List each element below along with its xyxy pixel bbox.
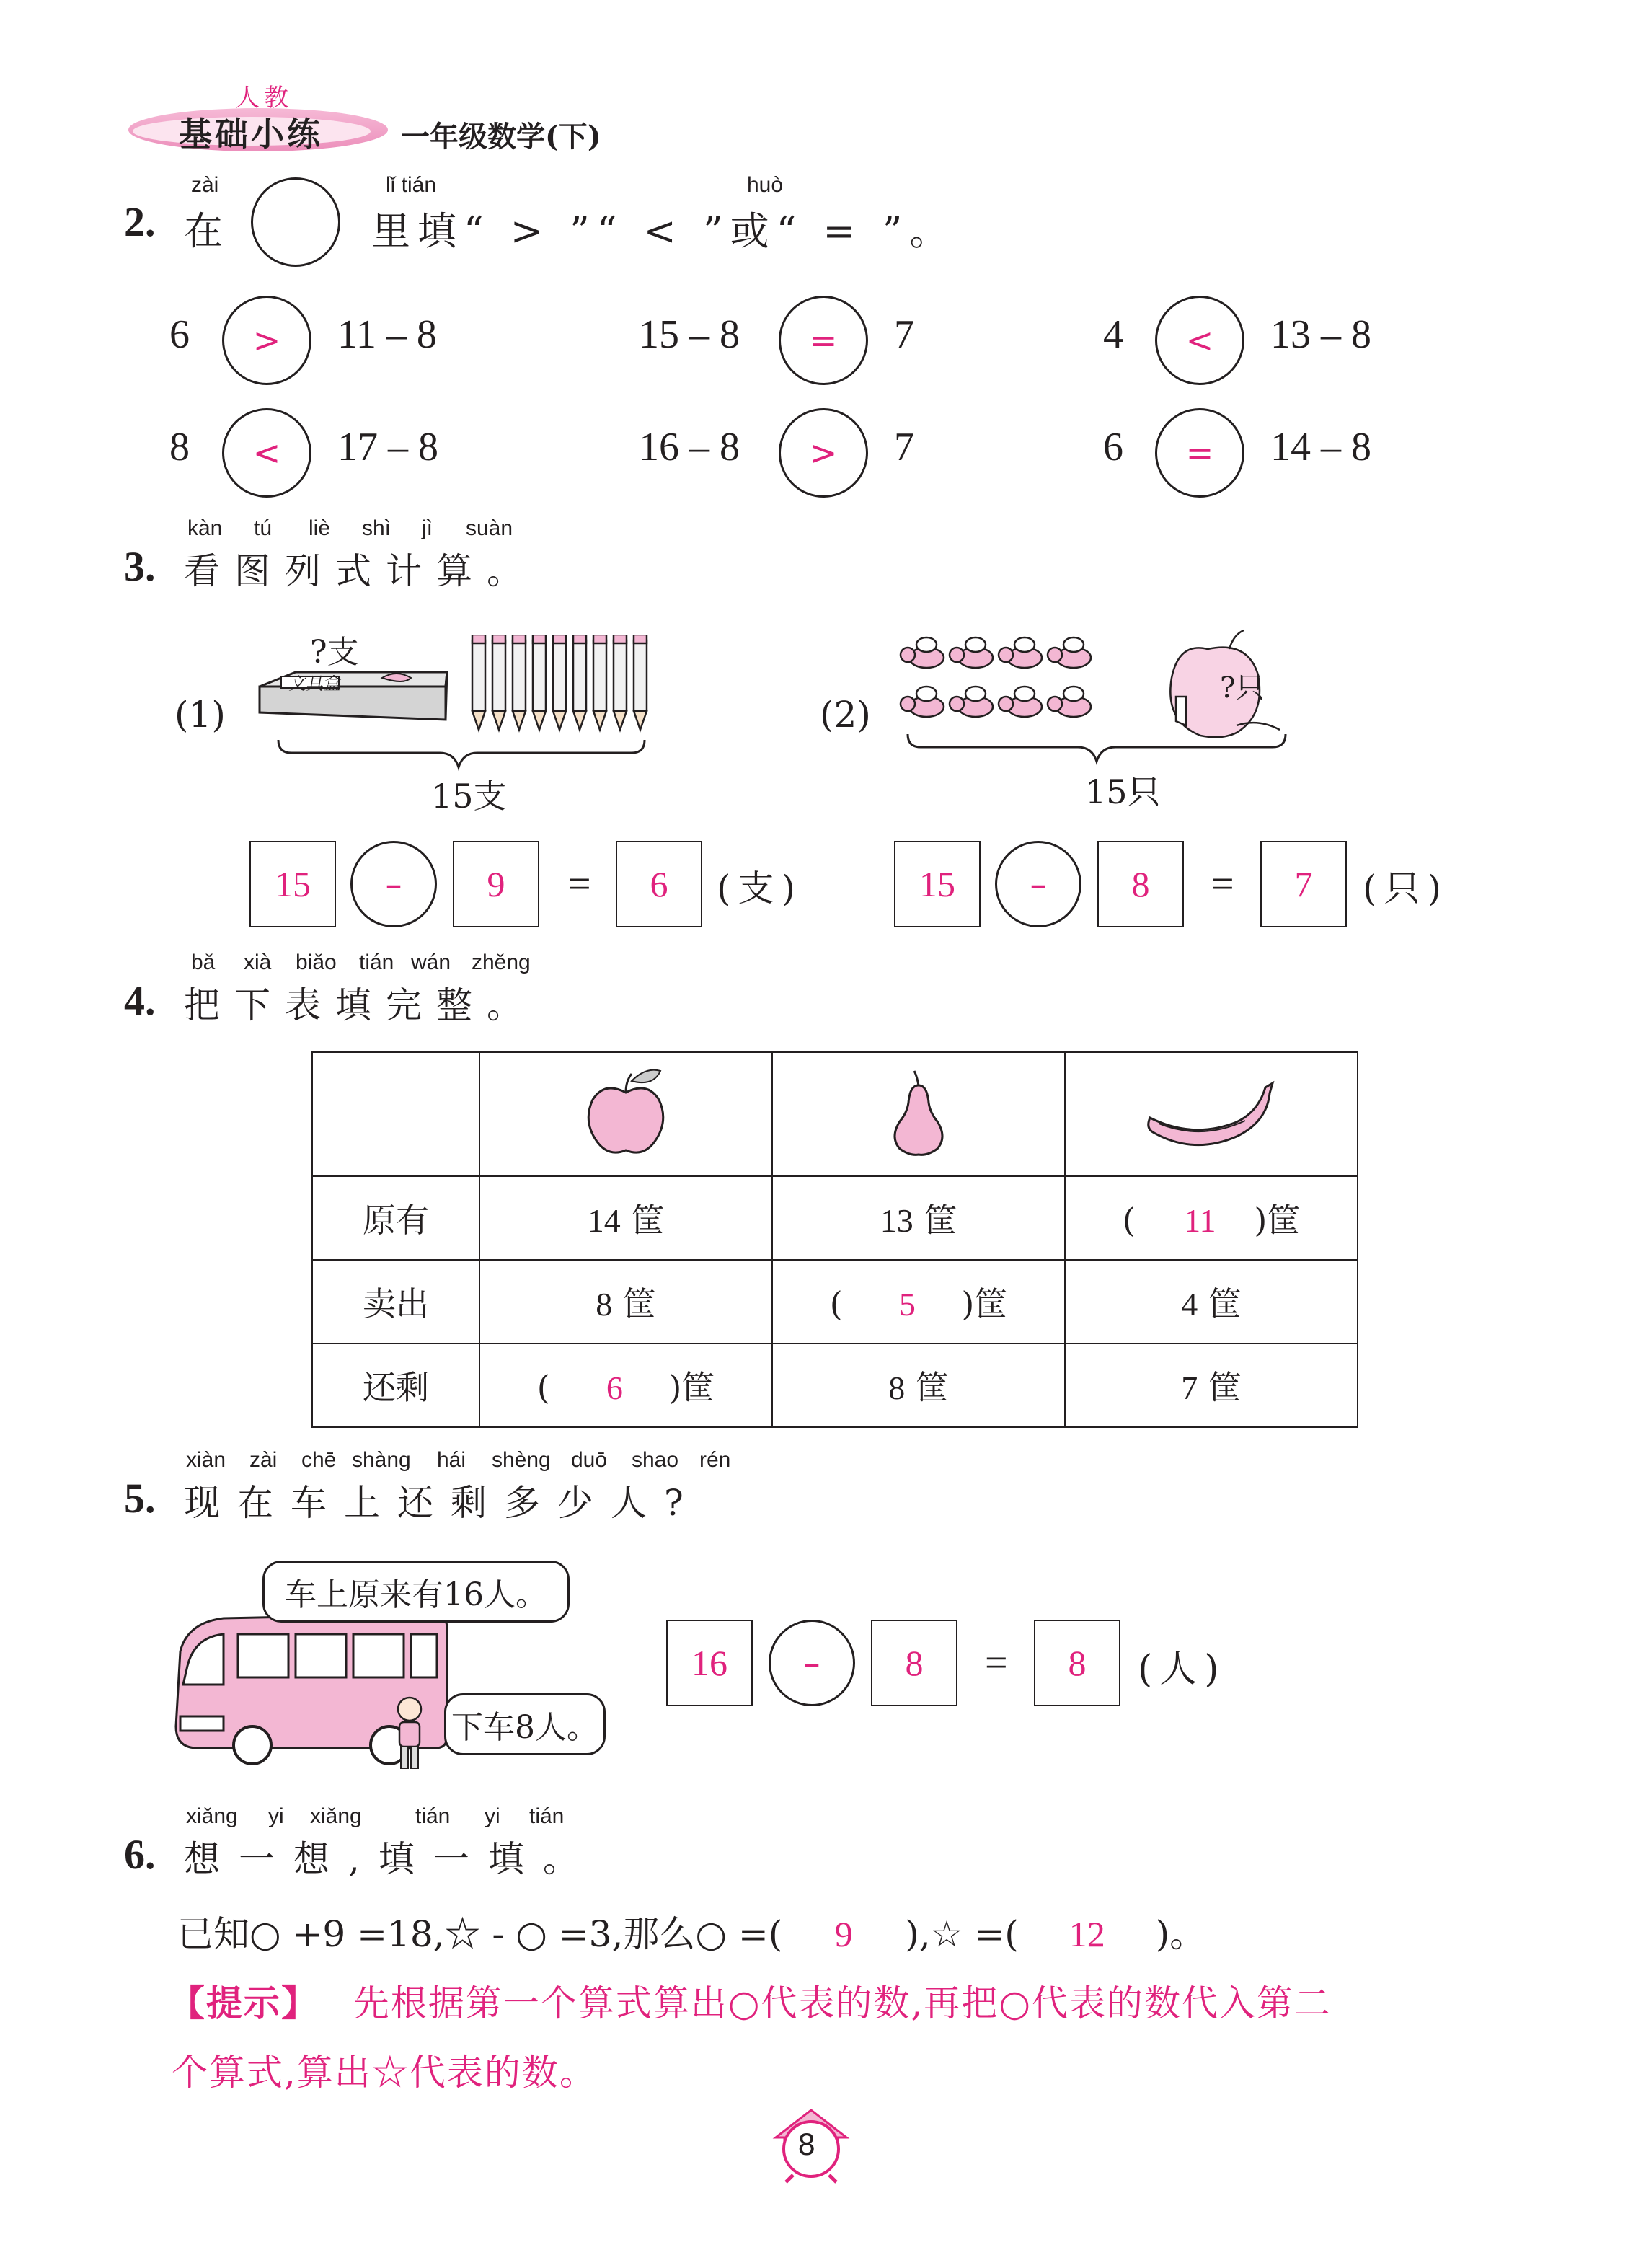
answer-cell[interactable]: ( 6 )筐	[479, 1343, 772, 1427]
total-label: 15只	[1085, 772, 1161, 811]
equals-sign: =	[985, 1641, 1008, 1685]
row-label: 原有	[312, 1176, 479, 1260]
answer-box[interactable]: 6	[616, 841, 702, 927]
pinyin: yi	[268, 1804, 284, 1828]
pinyin: shèng	[492, 1448, 551, 1472]
pinyin: xiǎng	[310, 1804, 362, 1828]
cmp-right: 13 – 8	[1270, 312, 1371, 357]
cmp-right: 11 – 8	[337, 312, 437, 357]
cmp-right: 14 – 8	[1270, 425, 1371, 469]
compare-circle[interactable]: >	[779, 408, 868, 498]
question-text: 看图列式计算。	[184, 550, 537, 592]
compare-circle[interactable]: =	[1155, 408, 1244, 498]
pear-header	[772, 1052, 1065, 1176]
table-cell: 4 筐	[1065, 1260, 1358, 1343]
pinyin: jì	[422, 516, 433, 540]
pinyin: rén	[699, 1448, 731, 1472]
grade-title: 一年级数学(下)	[401, 120, 601, 154]
answer-box[interactable]: 7	[1260, 841, 1347, 927]
question-text: 现在车上还剩多少人?	[184, 1482, 701, 1524]
part-label: (1)	[174, 694, 226, 736]
pinyin: xiàn	[186, 1448, 226, 1472]
pinyin: shàng	[352, 1448, 411, 1472]
answer-box[interactable]: 15	[894, 841, 981, 927]
question-number: 4.	[124, 977, 156, 1024]
equals-sign: =	[568, 862, 591, 906]
speech-bubble: 下车8人。	[444, 1693, 606, 1755]
row-label: 卖出	[312, 1260, 479, 1343]
speech-bubble: 车上原来有16人。	[262, 1561, 570, 1623]
pinyin: xiǎng	[186, 1804, 238, 1828]
question-text: 把下表填完整。	[184, 984, 537, 1026]
answer-box[interactable]: 8	[1034, 1620, 1120, 1706]
page-number: 8	[797, 2129, 816, 2162]
unit-label: (只)	[1363, 868, 1449, 909]
banana-header	[1065, 1052, 1358, 1176]
hint-line-1: 【提示】 先根据第一个算式算出○代表的数,再把○代表的数代入第二	[169, 1982, 1332, 2024]
hint-label: 【提示】	[169, 1982, 319, 2024]
question-number: 3.	[124, 543, 156, 590]
banana-icon	[1143, 1067, 1280, 1154]
hint-line-2: 个算式,算出☆代表的数。	[172, 2052, 597, 2093]
pinyin: shao	[632, 1448, 679, 1472]
pinyin-zai: zài	[191, 173, 219, 197]
answer-box[interactable]: 16	[666, 1620, 753, 1706]
circle-answer[interactable]: 9	[834, 1914, 853, 1954]
pinyin: wán	[411, 950, 451, 974]
answer-box[interactable]: 9	[453, 841, 539, 927]
q2-text-a: 在	[184, 208, 223, 254]
unit-label: (人)	[1138, 1648, 1226, 1691]
pinyin: duō	[571, 1448, 608, 1472]
star-answer[interactable]: 12	[1069, 1914, 1105, 1954]
given-equation: 已知○ +9 =18,☆ - ○ =3,那么○ =( 9 ),☆ =( 12 )。	[177, 1913, 1206, 1955]
child-icon	[389, 1695, 433, 1774]
pinyin: tián	[529, 1804, 565, 1828]
table-cell: 8 筐	[772, 1343, 1065, 1427]
table-cell: 14 筐	[479, 1176, 772, 1260]
pinyin: kàn	[187, 516, 223, 540]
table-cell: 8 筐	[479, 1260, 772, 1343]
pinyin: suàn	[466, 516, 513, 540]
pinyin-li-tian: lǐ tián	[386, 173, 437, 197]
unknown-label: ?支	[310, 634, 359, 671]
operator-circle[interactable]: –	[995, 841, 1081, 927]
answer-box[interactable]: 8	[871, 1620, 957, 1706]
pinyin: bǎ	[191, 950, 216, 974]
pinyin: tián	[359, 950, 394, 974]
compare-circle[interactable]: =	[779, 296, 868, 385]
total-label: 15支	[431, 777, 507, 816]
cmp-left: 16 – 8	[639, 425, 740, 469]
cmp-left: 4	[1103, 312, 1123, 357]
pinyin-huo: huò	[747, 173, 784, 197]
pinyin: hái	[437, 1448, 466, 1472]
cmp-right: 7	[894, 312, 914, 357]
pencil-box-label: 文具盒	[288, 674, 344, 694]
operator-circle[interactable]: –	[769, 1620, 855, 1706]
series-title: 基础小练	[179, 115, 323, 154]
cmp-left: 15 – 8	[639, 312, 740, 357]
pinyin: shì	[362, 516, 391, 540]
equals-sign: =	[1211, 862, 1234, 906]
compare-circle[interactable]: <	[1155, 296, 1244, 385]
table-corner	[312, 1052, 479, 1176]
pinyin: xià	[244, 950, 272, 974]
cmp-right: 7	[894, 425, 914, 469]
pinyin: chē	[301, 1448, 337, 1472]
pinyin: zhěng	[472, 950, 531, 974]
q2-text-b: 里填“ > ”“ < ”或“ = ”。	[371, 208, 956, 254]
question-number: 6.	[124, 1831, 156, 1878]
pinyin: tú	[254, 516, 273, 540]
part-label: (2)	[820, 694, 871, 736]
answer-box[interactable]: 8	[1097, 841, 1184, 927]
answer-cell[interactable]: ( 11 )筐	[1065, 1176, 1358, 1260]
pinyin: biǎo	[296, 950, 337, 974]
answer-box[interactable]: 15	[249, 841, 336, 927]
apple-header	[479, 1052, 772, 1176]
question-text: 想一想,填一填。	[184, 1838, 598, 1880]
cmp-left: 6	[169, 312, 190, 357]
pinyin: tián	[415, 1804, 451, 1828]
table-cell: 13 筐	[772, 1176, 1065, 1260]
cmp-left: 6	[1103, 425, 1123, 469]
cmp-left: 8	[169, 425, 190, 469]
apple-icon	[583, 1064, 669, 1157]
pinyin: zài	[249, 1448, 278, 1472]
unit-label: (支)	[717, 868, 803, 909]
pinyin: liè	[309, 516, 331, 540]
fruit-table	[311, 1051, 1358, 1428]
table-cell: 7 筐	[1065, 1343, 1358, 1427]
blank-circle-icon	[251, 177, 340, 267]
question-number: 5.	[124, 1475, 156, 1522]
header-badge: 人教	[235, 84, 293, 112]
answer-cell[interactable]: ( 5 )筐	[772, 1260, 1065, 1343]
unknown-label: ?只	[1220, 671, 1265, 705]
compare-circle[interactable]: >	[222, 296, 311, 385]
question-number: 2.	[124, 198, 156, 245]
pinyin: yi	[485, 1804, 500, 1828]
cmp-right: 17 – 8	[337, 425, 438, 469]
pear-icon	[882, 1064, 955, 1157]
compare-circle[interactable]: <	[222, 408, 311, 498]
row-label: 还剩	[312, 1343, 479, 1427]
operator-circle[interactable]: –	[350, 841, 437, 927]
